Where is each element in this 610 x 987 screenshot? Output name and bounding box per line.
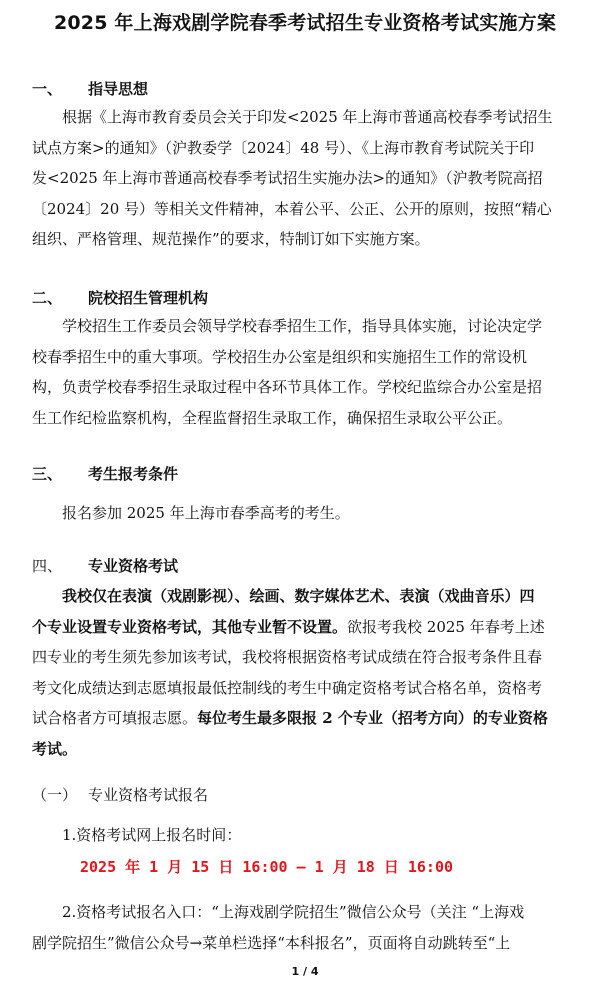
text-line: 生工作纪检监察机构，全程监督招生录取工作，确保招生录取公平公正。 <box>32 408 513 427</box>
text-line: 2.资格考试报名入口：“上海戏剧学院招生”微信公众号（关注 “上海戏 <box>62 903 525 921</box>
section-3-paragraph <box>32 498 578 529</box>
subsection-title: 专业资格考试报名 <box>88 786 209 804</box>
text-line: 试点方案>的通知》（沪教委学〔2024〕48 号）、《上海市教育考试院关于印 <box>32 138 535 157</box>
list-item-2 <box>32 897 578 958</box>
text-line: 组织、严格管理、规范操作”的要求，特制订如下实施方案。 <box>32 230 430 248</box>
text-normal: 欲报考我校 2025 年春考上述 <box>347 617 545 636</box>
section-heading-1 <box>32 78 148 99</box>
text-bold: 每位考生最多限报 2 个专业（招考方向）的专业资格 <box>197 709 548 727</box>
text-line: 构，负责学校春季招生录取过程中各环节具体工作。学校纪监综合办公室是招 <box>32 378 543 396</box>
section-heading-3 <box>32 463 178 484</box>
section-heading-4 <box>32 555 178 576</box>
section-4-paragraph <box>32 581 578 764</box>
page-title: 2025 年上海戏剧学院春季考试招生专业资格考试实施方案 <box>53 12 557 34</box>
section-1-paragraph <box>32 102 578 255</box>
text-line: 报名参加 2025 年上海市春季高考的考生。 <box>62 504 350 522</box>
subsection-number: （一） <box>32 786 78 804</box>
page-number: 1 / 4 <box>291 965 319 978</box>
text-line: 〔2024〕20 号）等相关文件精神，本着公平、公正、公开的原则，按照“精心 <box>32 199 552 218</box>
section-title: 专业资格考试 <box>88 557 179 575</box>
section-title: 考生报考条件 <box>88 465 179 483</box>
text-normal: 试合格者方可填报志愿。 <box>32 709 198 727</box>
text-line: 校春季招生中的重大事项。学校招生办公室是组织和实施招生工作的常设机 <box>32 347 528 366</box>
text-line: 考文化成绩达到志愿填报最低控制线的考生中确定资格考试合格名单，资格考 <box>32 678 543 697</box>
text-line: 学校招生工作委员会领导学校春季招生工作，指导具体实施，讨论决定学 <box>62 317 543 335</box>
section-number: 四、 <box>32 557 63 575</box>
text-line: 根据《上海市教育委员会关于印发<2025 年上海市普通高校春季考试招生 <box>62 108 553 126</box>
list-item-1: 1.资格考试网上报名时间： <box>62 826 242 844</box>
text-line: 四专业的考生须先参加该考试，我校将根据资格考试成绩在符合报考条件且春 <box>32 648 543 666</box>
section-number: 三、 <box>32 465 63 483</box>
text-line-bold: 考试。 <box>32 739 78 758</box>
section-title: 指导思想 <box>88 80 149 98</box>
section-2-paragraph <box>32 311 578 433</box>
section-number: 二、 <box>32 289 63 307</box>
text-line: 剧学院招生”微信公众号→菜单栏选择“本科报名”，页面将自动跳转至“上 <box>32 933 511 952</box>
text-bold: 个专业设置专业资格考试，其他专业暂不设置。 <box>32 617 348 636</box>
text-line-bold: 我校仅在表演（戏剧影视）、绘画、数字媒体艺术、表演（戏曲音乐）四 <box>62 587 535 605</box>
text-line: 发<2025 年上海市普通高校春季考试招生实施办法>的通知》（沪教考院高招 <box>32 169 543 187</box>
registration-time: 2025 年 1 月 15 日 16:00 – 1 月 18 日 16:00 <box>80 858 454 876</box>
subsection-heading <box>32 784 208 805</box>
section-heading-2 <box>32 287 208 308</box>
section-number: 一、 <box>32 80 63 98</box>
section-title: 院校招生管理机构 <box>88 289 209 307</box>
